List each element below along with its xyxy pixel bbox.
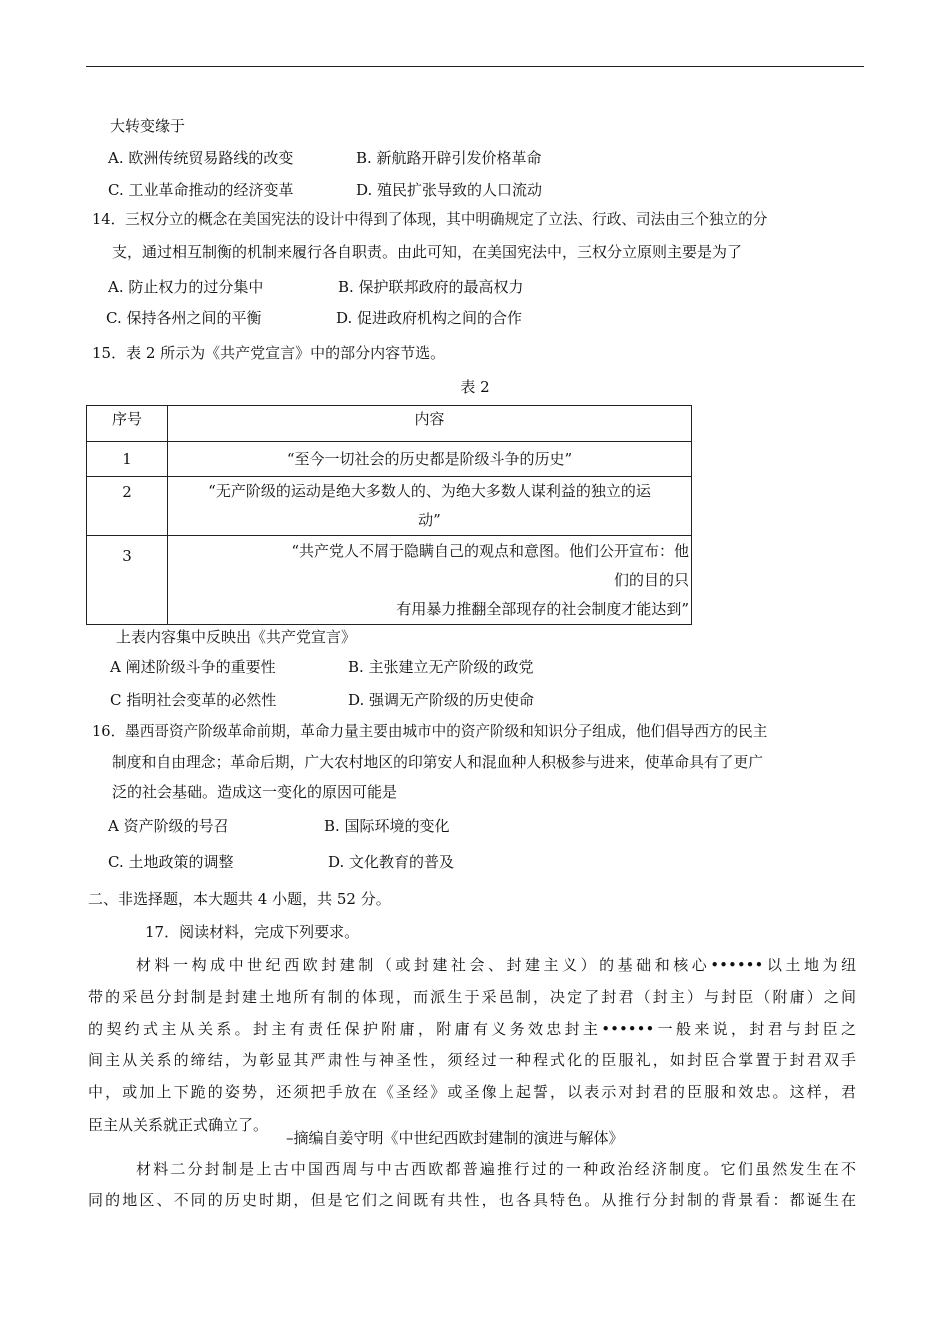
header-rule [86, 66, 864, 67]
q14-option-b: B. 保护联邦政府的最高权力 [338, 278, 524, 296]
table-cell-line: 们的目的只 [613, 570, 689, 589]
q14-option-c: C. 保持各州之间的平衡 [106, 309, 262, 327]
table-row [87, 477, 692, 536]
table-cell-content [168, 477, 692, 536]
table-cell-number: 1 [87, 442, 168, 477]
table-cell-line: 动” [418, 511, 441, 529]
table-row [87, 536, 692, 625]
q16-option-b: B. 国际环境的变化 [324, 817, 450, 835]
table-header-number: 序号 [87, 406, 168, 442]
material-one-line: 臣主从关系就正式确立了。 [88, 1116, 269, 1134]
table-caption: 表 2 [460, 378, 490, 396]
table-header-row [87, 406, 692, 442]
q16-stem-line3: 泛的社会基础。造成这一变化的原因可能是 [112, 783, 398, 801]
q14-option-d: D. 促进政府机构之间的合作 [336, 309, 523, 327]
table-cell-content [168, 442, 692, 477]
q17-stem: 17．阅读材料，完成下列要求。 [145, 923, 360, 941]
q16-option-a: A 资产阶级的号召 [108, 817, 229, 835]
q13-option-c: C. 工业革命推动的经济变革 [108, 181, 294, 199]
material-one-line: 间主从关系的缔结，为彰显其严肃性与神圣性，须经过一种程式化的臣服礼，如封臣合掌置于封君双手 [88, 1051, 856, 1069]
manifesto-table [86, 405, 692, 625]
q13-stem-continuation: 大转变缘于 [110, 117, 186, 135]
table-cell-line: 有用暴力推翻全部现存的社会制度才能达到” [396, 599, 689, 618]
q15-followup: 上表内容集中反映出《共产党宣言》 [116, 628, 357, 646]
material-two-line: 材料二分封制是上古中国西周与中古西欧都普遍推行过的一种政治经济制度。它们虽然发生在不 [136, 1160, 856, 1178]
material-one-line: 带的采邑分封制是封建土地所有制的体现，而派生于采邑制，决定了封君（封主）与封臣（附庸）之间 [88, 988, 856, 1006]
q16-stem-line1: 16．墨西哥资产阶级革命前期，革命力量主要由城市中的资产阶级和知识分子组成，他们倡导西方的民主 [92, 723, 768, 740]
material-one-source: –摘编自姜守明《中世纪西欧封建制的演进与解体》 [286, 1129, 624, 1147]
q16-option-c: C. 土地政策的调整 [108, 853, 234, 871]
table-row [87, 442, 692, 477]
q15-option-a: A 阐述阶级斗争的重要性 [110, 658, 276, 676]
section-two-heading: 二、非选择题，本大题共 4 小题，共 52 分。 [88, 890, 391, 908]
q14-stem-line1: 14．三权分立的概念在美国宪法的设计中得到了体现，其中明确规定了立法、行政、司法由三个独立的分 [92, 211, 768, 228]
q14-option-a: A. 防止权力的过分集中 [108, 278, 264, 296]
material-one-line: 材料一构成中世纪西欧封建制（或封建社会、封建主义）的基础和核心••••••以土地为纽 [136, 956, 856, 974]
q14-stem-line2: 支，通过相互制衡的机制来履行各自职责。由此可知，在美国宪法中，三权分立原则主要是为了 [112, 243, 743, 261]
q15-option-b: B. 主张建立无产阶级的政党 [348, 658, 534, 676]
q13-option-a: A. 欧洲传统贸易路线的改变 [108, 149, 294, 167]
table-cell-content [168, 536, 692, 625]
q16-stem-line2: 制度和自由理念；革命后期，广大农村地区的印第安人和混血种人积极参与进来，使革命具有了更广 [112, 754, 764, 771]
q13-option-b: B. 新航路开辟引发价格革命 [356, 149, 542, 167]
table-cell-line: “至今一切社会的历史都是阶级斗争的历史” [286, 449, 573, 468]
table-cell-number: 2 [87, 477, 168, 536]
material-two-line: 同的地区、不同的历史时期，但是它们之间既有共性，也各具特色。从推行分封制的背景看：都诞生在 [88, 1191, 856, 1209]
q13-option-d: D. 殖民扩张导致的人口流动 [356, 181, 543, 199]
table-cell-number: 3 [87, 536, 168, 625]
table-cell-line: “共产党人不屑于隐瞒自己的观点和意图。他们公开宣布：他 [291, 541, 689, 560]
table-header-content: 内容 [168, 406, 692, 442]
material-one-line: 的契约式主从关系。封主有责任保护附庸，附庸有义务效忠封主••••••一般来说，封君与封臣之 [88, 1020, 856, 1038]
q15-option-c: C 指明社会变革的必然性 [110, 691, 277, 709]
table-cell-line: “无产阶级的运动是绝大多数人的、为绝大多数人谋利益的独立的运 [208, 482, 651, 500]
q15-option-d: D. 强调无产阶级的历史使命 [348, 691, 535, 709]
q15-stem: 15．表 2 所示为《共产党宣言》中的部分内容节选。 [92, 344, 446, 362]
material-one-line: 中，或加上下跪的姿势，还须把手放在《圣经》或圣像上起誓，以表示对封君的臣服和效忠。这样，君 [88, 1083, 856, 1101]
q16-option-d: D. 文化教育的普及 [328, 853, 455, 871]
